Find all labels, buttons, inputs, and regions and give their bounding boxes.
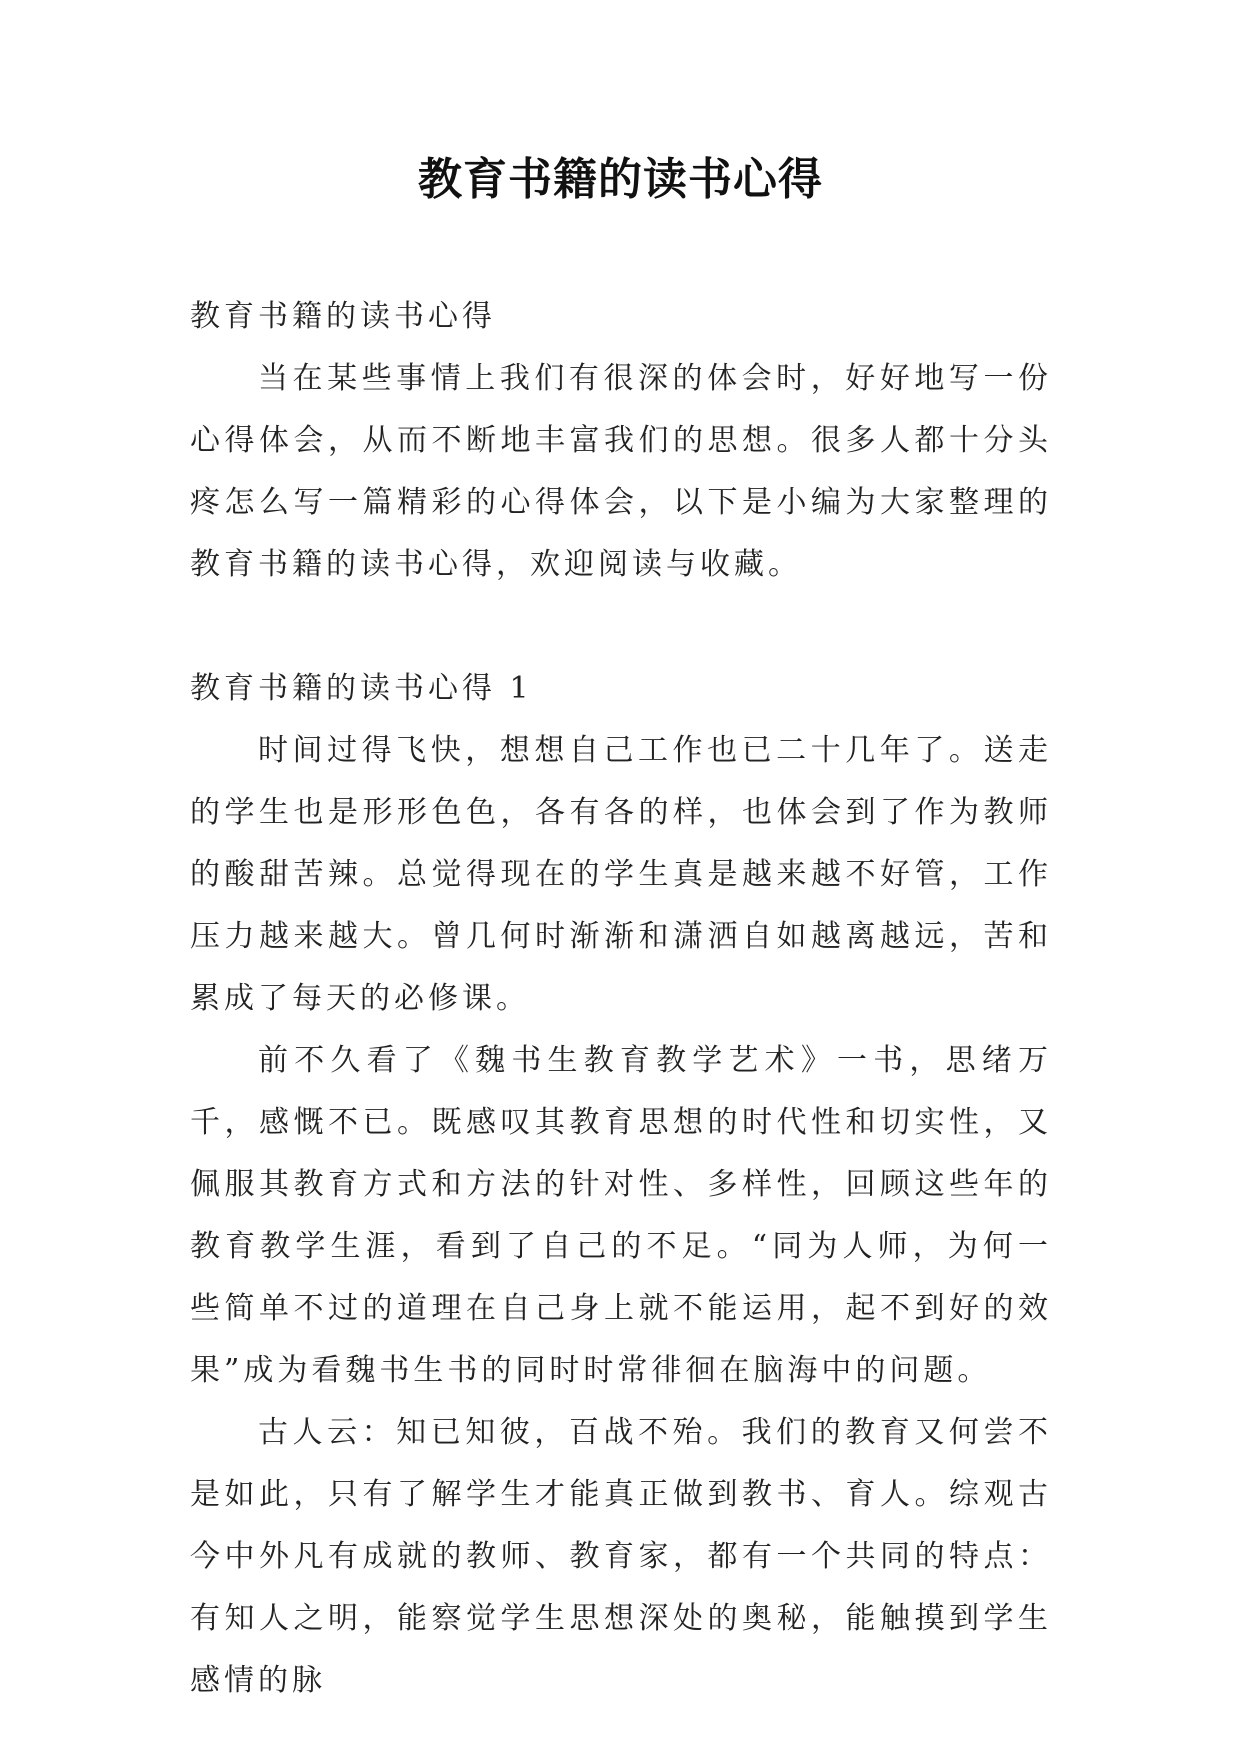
- document-body: [190, 286, 1052, 1712]
- intro-paragraph: 当在某些事情上我们有很深的体会时，好好地写一份心得体会，从而不断地丰富我们的思想。很多人都十分头疼怎么写一篇精彩的心得体会，以下是小编为大家整理的教育书籍的读书心得，欢迎阅读与收藏。: [190, 361, 1052, 582]
- section-1-paragraph-3: 古人云：知已知彼，百战不殆。我们的教育又何尝不是如此，只有了解学生才能真正做到教书、育人。综观古今中外凡有成就的教师、教育家，都有一个共同的特点：有知人之明，能察觉学生思想深处的奥秘，能触摸到学生感情的脉: [190, 1415, 1052, 1698]
- section-1-paragraph-2: 前不久看了《魏书生教育教学艺术》一书，思绪万千，感慨不已。既感叹其教育思想的时代性和切实性，又佩服其教育方式和方法的针对性、多样性，回顾这些年的教育教学生涯，看到了自己的不足。“同为人师，为何一些简单不过的道理在自己身上就不能运用，起不到好的效果”成为看魏书生书的同时时常徘徊在脑海中的问题。: [190, 1043, 1052, 1388]
- section-spacer: [190, 596, 1052, 658]
- intro-heading: 教育书籍的读书心得: [190, 299, 496, 334]
- document-title: 教育书籍的读书心得: [418, 154, 823, 205]
- section-1-heading: 教育书籍的读书心得 1: [190, 671, 533, 706]
- section-1-paragraph-1: 时间过得飞快，想想自己工作也已二十几年了。送走的学生也是形形色色，各有各的样，也体会到了作为教师的酸甜苦辣。总觉得现在的学生真是越来越不好管，工作压力越来越大。曾几何时渐渐和潇洒自如越离越远，苦和累成了每天的必修课。: [190, 733, 1052, 1016]
